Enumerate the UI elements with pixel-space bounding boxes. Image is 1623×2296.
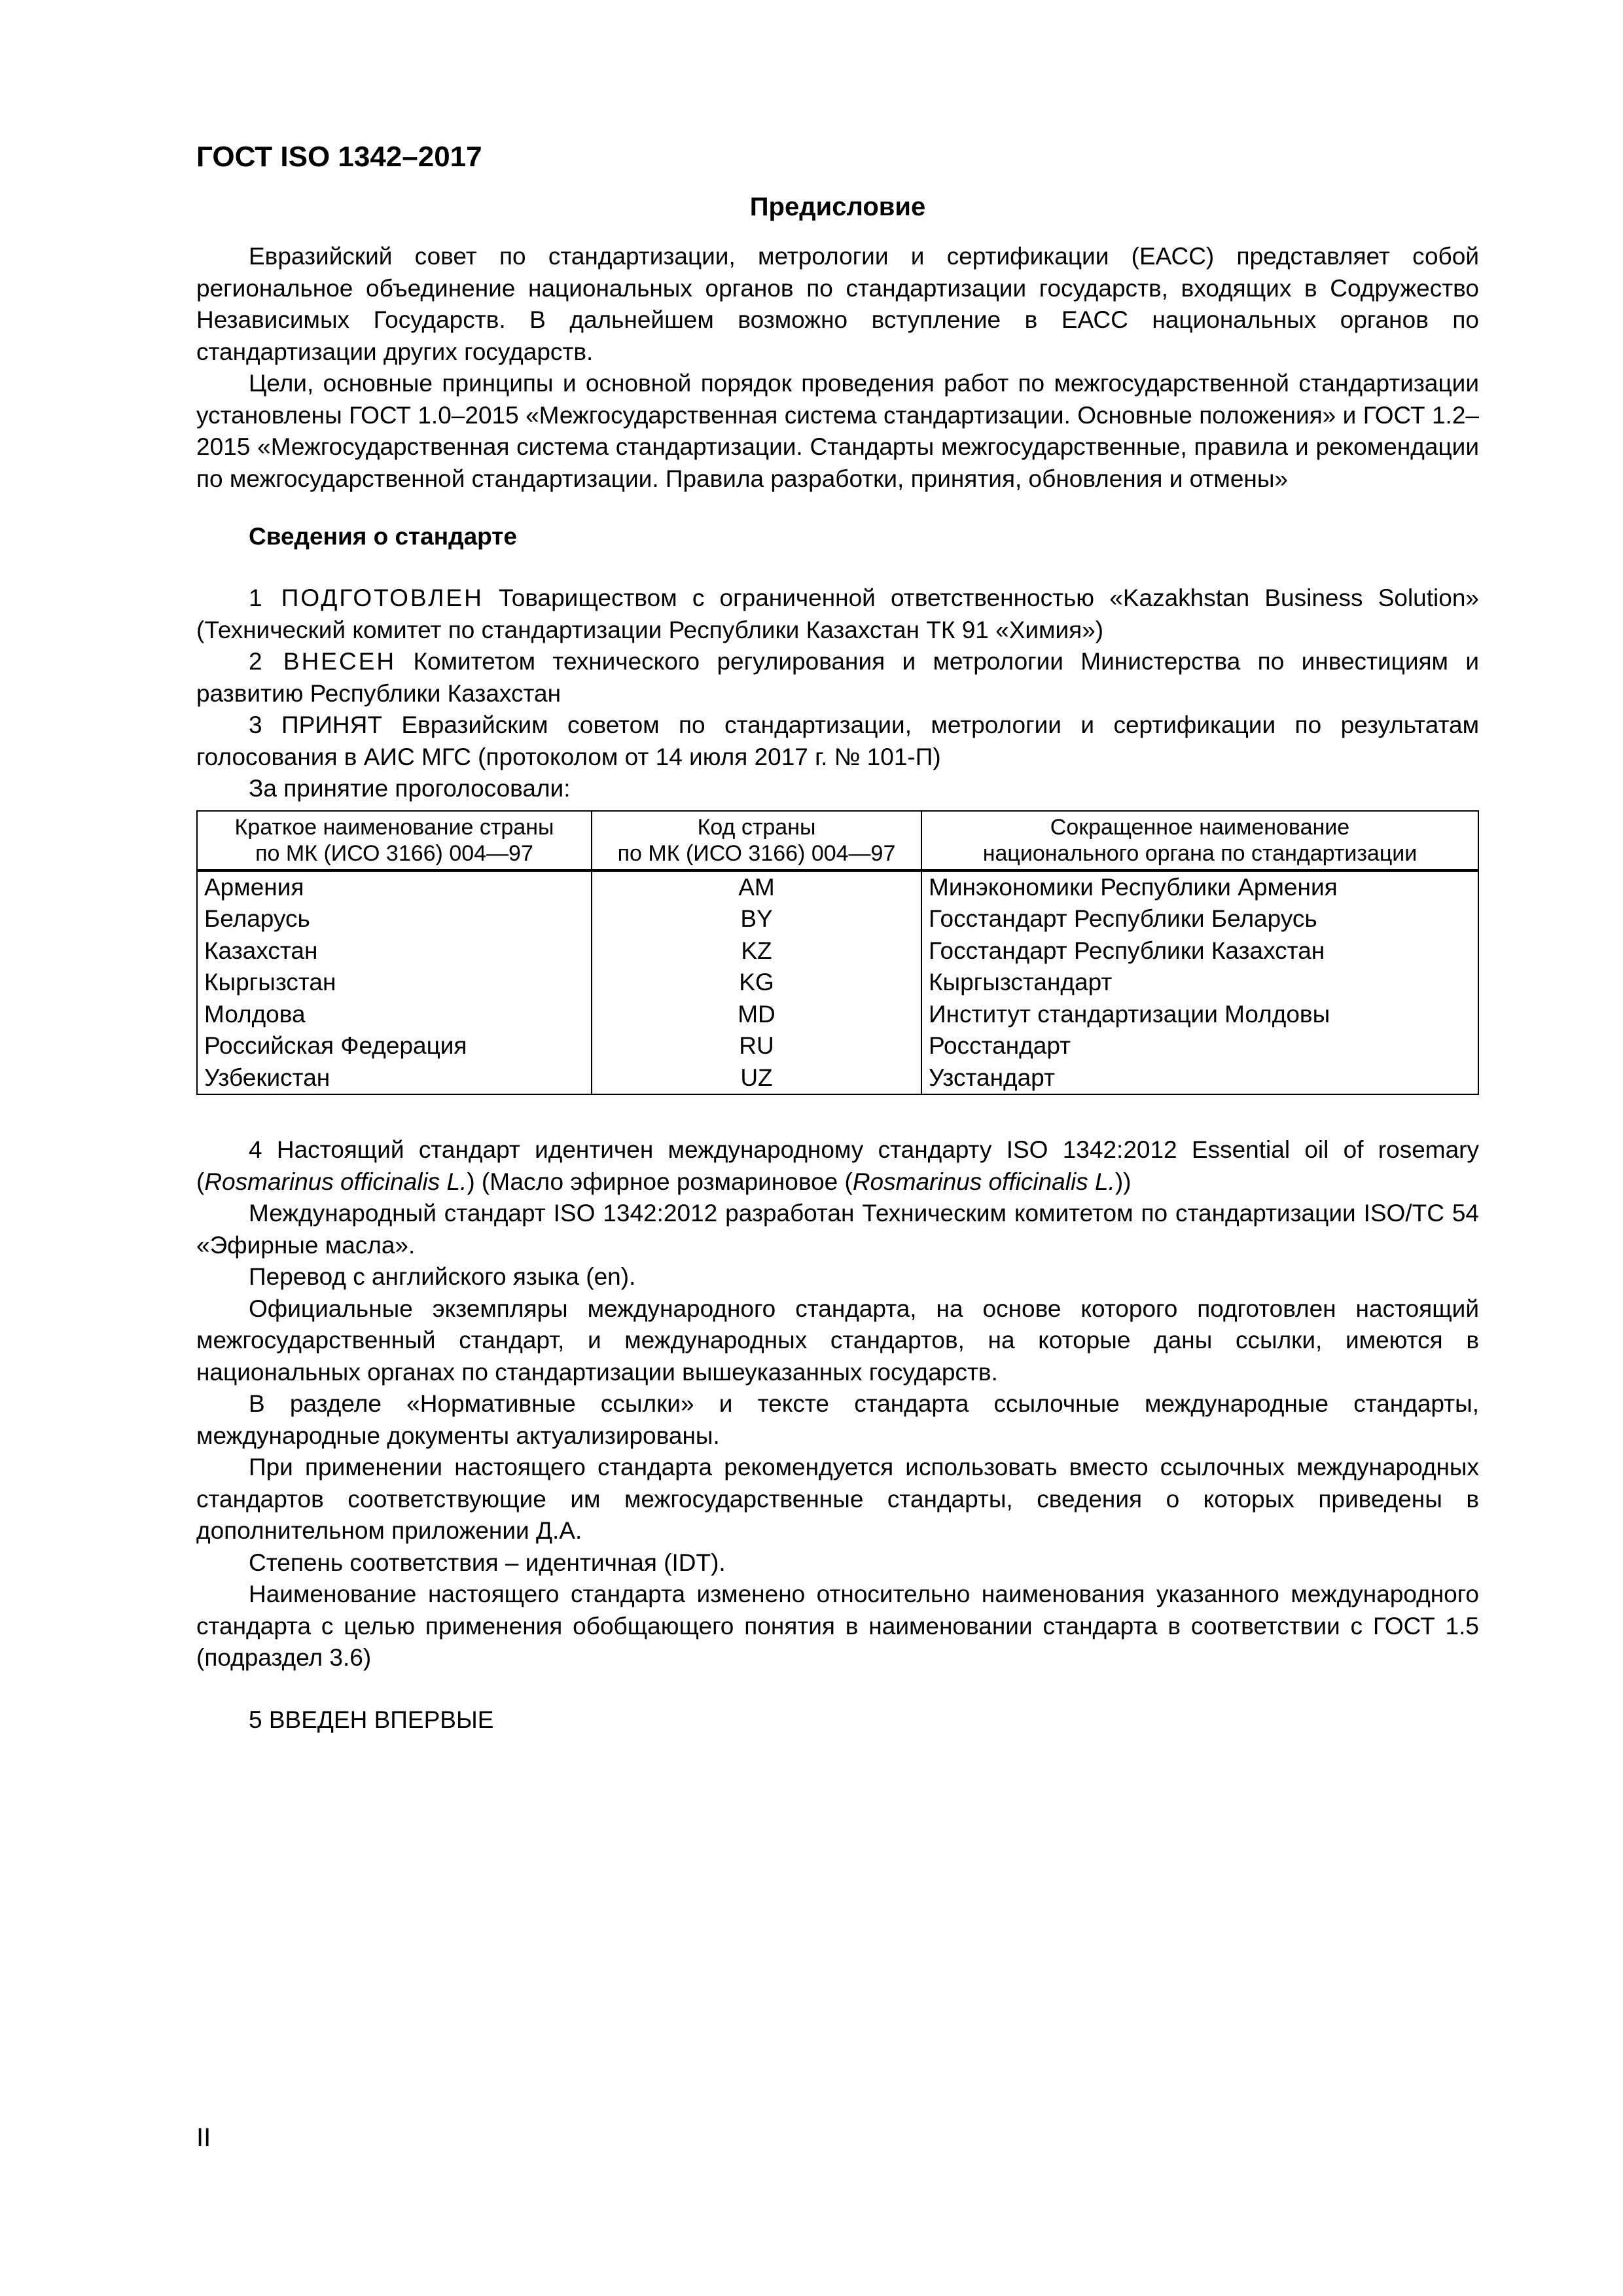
cell-code: KZ: [592, 935, 921, 967]
item-4-paragraph-4: В разделе «Нормативные ссылки» и тексте стандарта ссылочные международные стандарты, международные документы актуализированы.: [196, 1390, 1479, 1449]
item-2-introduced: [196, 646, 1479, 709]
cell-country: Узбекистан: [197, 1062, 592, 1095]
cell-body: Кыргызстандарт: [921, 967, 1478, 999]
cell-country: Беларусь: [197, 903, 592, 935]
item-4-part-3: )): [1115, 1168, 1132, 1195]
table-row: [197, 1062, 1478, 1095]
item-2-text: Комитетом технического регулирования и метрологии Министерства по инвестициям и развитию Республики Казахстан: [196, 648, 1479, 707]
table-row: [197, 935, 1478, 967]
table-row: [197, 1030, 1478, 1062]
foreword-title: Предисловие: [749, 192, 926, 221]
voting-table: [196, 810, 1479, 1096]
cell-country: Кыргызстан: [197, 967, 592, 999]
voted-label: За принятие проголосовали:: [249, 775, 571, 802]
cell-code: UZ: [592, 1062, 921, 1095]
table-row: [197, 903, 1478, 935]
cell-code: AM: [592, 870, 921, 904]
table-row: [197, 870, 1478, 904]
cell-country: Армения: [197, 870, 592, 904]
cell-body: Росстандарт: [921, 1030, 1478, 1062]
item-4-paragraph-2: Перевод с английского языка (en).: [249, 1263, 636, 1290]
cell-body: Узстандарт: [921, 1062, 1478, 1095]
cell-country: Российская Федерация: [197, 1030, 592, 1062]
cell-body: Госстандарт Республики Казахстан: [921, 935, 1478, 967]
cell-body: Институт стандартизации Молдовы: [921, 999, 1478, 1031]
document-id: ГОСТ ISO 1342–2017: [196, 141, 482, 173]
cell-code: KG: [592, 967, 921, 999]
standard-info-heading: Сведения о стандарте: [249, 523, 517, 550]
item-4-latin-name-2: Rosmarinus officinalis L.: [852, 1168, 1115, 1195]
intro-paragraph-1: Евразийский совет по стандартизации, метрологии и сертификации (ЕАСС) представляет собой региональное объединение национальных органов по стандартизации государств, входящих в Содружество Независимых Государств. В дальнейшем возможно вступление в ЕАСС национальных органов по стандартизации других государств.: [196, 243, 1479, 365]
document-page: [196, 137, 1479, 1736]
cell-country: Казахстан: [197, 935, 592, 967]
cell-code: BY: [592, 903, 921, 935]
item-3-text: Евразийским советом по стандартизации, метрологии и сертификации по результатам голосования в АИС МГС (протоколом от 14 июля 2017 г. № 101-П): [196, 711, 1480, 770]
item-4-identical: [196, 1134, 1479, 1198]
cell-code: MD: [592, 999, 921, 1031]
header-code: Код страны по МК (ИСО 3166) 004—97: [592, 811, 921, 870]
header-country: Краткое наименование страны по МК (ИСО 3166) 004—97: [197, 811, 592, 870]
item-3-adopted: [196, 709, 1479, 773]
item-3-lead: 3 ПРИНЯТ: [249, 711, 382, 738]
cell-body: Госстандарт Республики Беларусь: [921, 903, 1478, 935]
table-row: [197, 999, 1478, 1031]
table-header-row: [197, 811, 1478, 870]
item-4-paragraph-6: Степень соответствия – идентичная (IDT).: [249, 1549, 726, 1576]
item-2-lead: 2 ВНЕСЕН: [249, 648, 397, 675]
cell-code: RU: [592, 1030, 921, 1062]
item-5-first-introduced: 5 ВВЕДЕН ВПЕРВЫЕ: [249, 1706, 494, 1733]
intro-paragraph-2: Цели, основные принципы и основной порядок проведения работ по межгосударственной стандартизации установлены ГОСТ 1.0–2015 «Межгосударственная система стандартизации. Основные положения» и ГОСТ 1.2–2015 «Межгосударственная система стандартизации. Стандарты межгосударственные, правила и рекомендации по межгосударственной стандартизации. Правила разработки, принятия, обновления и отмены»: [196, 370, 1479, 492]
item-4-paragraph-3: Официальные экземпляры международного стандарта, на основе которого подготовлен настоящий межгосударственный стандарт, и международных стандартов, на которые даны ссылки, имеются в национальных органах по стандартизации вышеуказанных государств.: [196, 1295, 1479, 1386]
cell-body: Минэкономики Республики Армения: [921, 870, 1478, 904]
table-row: [197, 967, 1478, 999]
item-4-part-1: 4 Настоящий стандарт идентичен международному стандарту ISO 1342:2012 Essential oil of rosemary (: [196, 1136, 1479, 1195]
page-number: II: [196, 2123, 211, 2152]
item-4-part-2: ) (Масло эфирное розмариновое (: [467, 1168, 853, 1195]
item-1-text: Товариществом с ограниченной ответственностью «Kazakhstan Business Solution» (Технический комитет по стандартизации Республики Казахстан ТК 91 «Химия»): [196, 584, 1479, 643]
item-4-latin-name-1: Rosmarinus officinalis L.: [204, 1168, 467, 1195]
cell-country: Молдова: [197, 999, 592, 1031]
item-1-prepared: [196, 583, 1479, 646]
item-1-lead: 1 ПОДГОТОВЛЕН: [249, 584, 484, 611]
item-4-paragraph-5: При применении настоящего стандарта рекомендуется использовать вместо ссылочных международных стандартов соответствующие им межгосударственные стандарты, сведения о которых приведены в дополнительном приложении Д.А.: [196, 1454, 1479, 1544]
item-4-paragraph-7: Наименование настоящего стандарта изменено относительно наименования указанного международного стандарта с целью применения обобщающего понятия в наименовании стандарта в соответствии с ГОСТ 1.5 (подраздел 3.6): [196, 1581, 1479, 1671]
item-4-paragraph-1: Международный стандарт ISO 1342:2012 разработан Техническим комитетом по стандартизации ISO/TC 54 «Эфирные масла».: [196, 1200, 1479, 1259]
header-body: Сокращенное наименование национального органа по стандартизации: [921, 811, 1478, 870]
